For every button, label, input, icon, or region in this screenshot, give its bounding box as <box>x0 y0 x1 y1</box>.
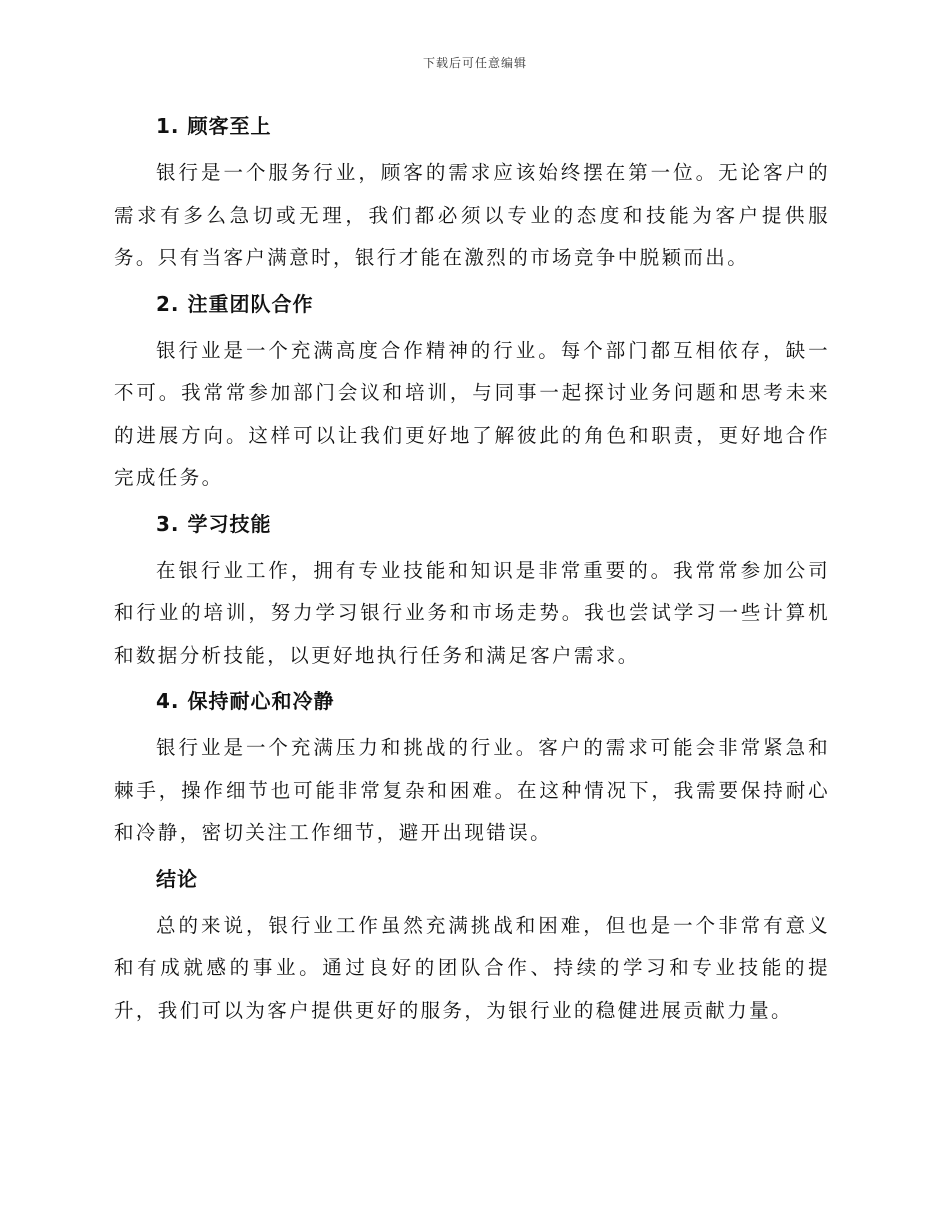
section-paragraph: 在银行业工作，拥有专业技能和知识是非常重要的。我常常参加公司和行业的培训，努力学习银行业务和市场走势。我也尝试学习一些计算机和数据分析技能，以更好地执行任务和满足客户需求。 <box>114 558 830 667</box>
section-paragraph: 银行是一个服务行业，顾客的需求应该始终摆在第一位。无论客户的需求有多么急切或无理，我们都必须以专业的态度和技能为客户提供服务。只有当客户满意时，银行才能在激烈的市场竞争中脱颖而出。 <box>114 161 830 269</box>
section-customer-first <box>114 110 830 280</box>
section-learning-skills <box>114 508 830 678</box>
page-header: 下载后可任意编辑 <box>422 56 527 70</box>
section-heading: 2. 注重团队合作 <box>156 291 314 316</box>
section-patience-calm <box>114 685 830 855</box>
section-heading: 3. 学习技能 <box>156 511 272 536</box>
section-heading: 4. 保持耐心和冷静 <box>156 689 335 713</box>
section-conclusion <box>114 863 830 1033</box>
section-paragraph: 银行业是一个充满压力和挑战的行业。客户的需求可能会非常紧急和棘手，操作细节也可能非常复杂和困难。在这种情况下，我需要保持耐心和冷静，密切关注工作细节，避开出现错误。 <box>114 736 830 844</box>
document-body <box>114 110 830 1040</box>
section-paragraph: 总的来说，银行业工作虽然充满挑战和困难，但也是一个非常有意义和有成就感的事业。通过良好的团队合作、持续的学习和专业技能的提升，我们可以为客户提供更好的服务，为银行业的稳健进展贡献力量。 <box>114 913 830 1022</box>
section-paragraph: 银行业是一个充满高度合作精神的行业。每个部门都互相依存，缺一不可。我常常参加部门会议和培训，与同事一起探讨业务问题和思考未来的进展方向。这样可以让我们更好地了解彼此的角色和职责，更好地合作完成任务。 <box>114 338 830 489</box>
section-heading: 1. 顾客至上 <box>156 114 272 138</box>
section-teamwork <box>114 288 830 500</box>
section-heading: 结论 <box>156 866 198 891</box>
